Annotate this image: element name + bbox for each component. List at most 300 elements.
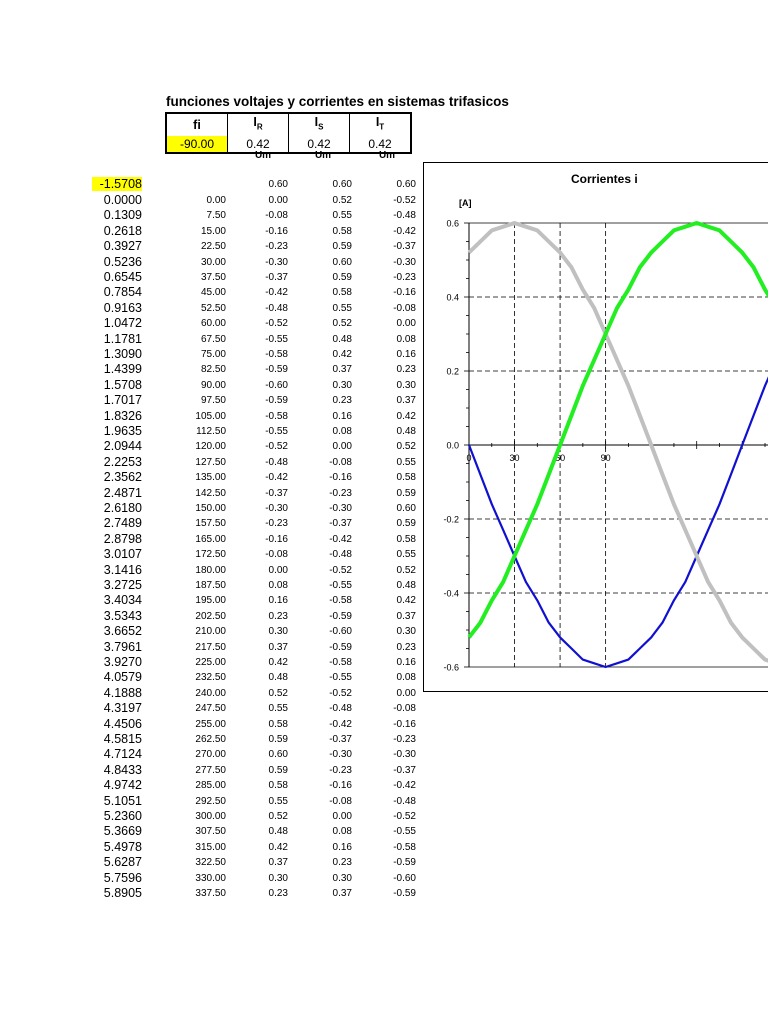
it-cell[interactable]: 0.48 <box>396 580 416 591</box>
angle-deg-cell[interactable]: 217.50 <box>195 641 226 653</box>
angle-deg-cell[interactable]: 7.50 <box>206 210 226 222</box>
table-row <box>0 439 420 454</box>
it-cell[interactable]: 0.30 <box>396 379 416 391</box>
is-cell[interactable]: -0.30 <box>329 503 352 514</box>
it-cell[interactable]: 0.16 <box>396 657 416 668</box>
ir-cell[interactable]: -0.59 <box>265 364 288 376</box>
angle-rad-cell[interactable]: 3.7961 <box>103 639 142 654</box>
it-cell[interactable]: -0.37 <box>393 764 416 776</box>
angle-rad-cell[interactable]: 0.1309 <box>103 208 142 223</box>
table-row <box>0 239 420 254</box>
ir-cell[interactable]: 0.16 <box>268 595 288 607</box>
y-axis-label: [A] <box>459 198 472 208</box>
is-cell[interactable]: 0.23 <box>332 395 352 407</box>
it-cell[interactable]: -0.52 <box>393 195 416 206</box>
angle-deg-cell[interactable]: 172.50 <box>195 549 226 561</box>
angle-rad-cell[interactable]: 3.9270 <box>103 655 142 669</box>
is-value-cell[interactable]: 0.42 <box>289 136 350 153</box>
angle-rad-cell[interactable]: 5.3669 <box>103 824 142 839</box>
table-row <box>0 686 420 701</box>
y-tick-label: 0.4 <box>446 292 459 303</box>
ir-cell[interactable]: -0.58 <box>265 410 288 422</box>
angle-deg-cell[interactable]: 90.00 <box>200 379 226 391</box>
it-cell[interactable]: 0.08 <box>396 672 416 684</box>
ir-cell[interactable]: 0.42 <box>268 657 288 668</box>
parameters-header-row <box>166 113 411 136</box>
header-ir <box>228 113 289 136</box>
x-tick-label: 30 <box>509 453 520 463</box>
angle-rad-cell[interactable]: 1.0472 <box>103 316 142 331</box>
angle-rad-cell[interactable]: 5.6287 <box>103 855 142 870</box>
angle-rad-cell[interactable]: 0.6545 <box>103 270 142 284</box>
amplitude-row <box>0 177 420 192</box>
it-cell[interactable]: -0.08 <box>393 302 416 314</box>
ir-cell[interactable]: -0.59 <box>265 395 288 407</box>
it-cell[interactable]: 0.23 <box>396 641 416 653</box>
is-cell[interactable]: -0.08 <box>329 795 352 807</box>
angle-rad-cell[interactable]: 3.4034 <box>103 593 142 608</box>
is-cell[interactable]: 0.00 <box>332 441 352 453</box>
ir-cell[interactable]: -0.30 <box>265 503 288 514</box>
it-cell[interactable]: -0.08 <box>393 703 416 715</box>
it-cell[interactable]: -0.48 <box>393 795 416 807</box>
it-cell[interactable]: -0.42 <box>393 225 416 237</box>
it-cell[interactable]: 0.37 <box>396 610 416 622</box>
angle-deg-cell[interactable]: 112.50 <box>196 426 226 437</box>
unit-label-ir: Um <box>254 150 272 161</box>
is-cell[interactable]: -0.55 <box>329 672 352 684</box>
ir-cell[interactable]: 0.23 <box>268 610 288 622</box>
is-cell[interactable]: 0.08 <box>332 426 352 437</box>
angle-deg-cell[interactable]: 30.00 <box>200 256 226 268</box>
angle-deg-cell[interactable]: 97.50 <box>200 395 226 407</box>
it-cell[interactable]: -0.30 <box>393 256 416 268</box>
header-is-sub: S <box>318 122 324 132</box>
it-cell[interactable]: 0.59 <box>396 518 416 530</box>
angle-deg-cell[interactable]: 270.00 <box>195 749 226 761</box>
table-row <box>0 747 420 762</box>
it-cell[interactable]: 0.60 <box>396 503 416 514</box>
ir-cell[interactable]: 0.58 <box>268 780 288 792</box>
angle-rad-cell[interactable]: 2.2253 <box>103 454 142 469</box>
angle-deg-cell[interactable]: 52.50 <box>200 302 226 314</box>
angle-rad-cell[interactable]: 5.7596 <box>103 870 142 885</box>
header-it <box>350 113 412 136</box>
table-row <box>0 224 420 239</box>
ir-cell[interactable]: 0.00 <box>268 195 288 206</box>
angle-deg-cell[interactable]: 187.50 <box>195 580 226 591</box>
angle-rad-cell[interactable]: 2.6180 <box>103 501 142 515</box>
header-it-sub: T <box>379 122 385 132</box>
is-cell[interactable]: 0.08 <box>332 826 352 838</box>
angle-rad-cell[interactable]: 4.7124 <box>103 747 142 762</box>
angle-deg-cell[interactable]: 307.50 <box>195 826 226 838</box>
it-cell[interactable]: 0.52 <box>396 441 416 453</box>
table-row <box>0 424 420 439</box>
it-cell[interactable]: 0.52 <box>396 564 416 576</box>
is-cell[interactable]: 0.37 <box>332 364 352 376</box>
table-row <box>0 840 420 855</box>
is-cell[interactable]: 0.16 <box>332 410 352 422</box>
it-cell[interactable]: -0.58 <box>393 841 416 853</box>
header-is <box>289 113 350 136</box>
ir-cell[interactable]: -0.08 <box>265 549 288 561</box>
table-row <box>0 794 420 809</box>
angle-rad-cell[interactable]: 3.5343 <box>103 608 142 623</box>
is-cell[interactable]: -0.23 <box>329 487 352 499</box>
angle-rad-cell[interactable]: 1.3090 <box>103 347 142 361</box>
ir-cell[interactable]: -0.42 <box>265 472 288 484</box>
is-cell[interactable]: 0.59 <box>332 272 352 283</box>
angle-rad-cell[interactable]: 0.3927 <box>103 239 142 254</box>
angle-rad-cell[interactable]: 1.7017 <box>103 393 142 408</box>
table-row <box>0 655 420 670</box>
is-cell[interactable]: -0.52 <box>329 564 352 576</box>
angle-deg-cell[interactable]: 277.50 <box>195 764 226 776</box>
it-cell[interactable]: 0.48 <box>396 426 416 437</box>
angle-deg-cell[interactable]: 292.50 <box>195 795 226 807</box>
angle-deg-cell[interactable]: 0.00 <box>206 195 226 206</box>
angle-rad-cell[interactable]: 1.8326 <box>103 408 142 423</box>
table-row <box>0 763 420 778</box>
angle-deg-cell[interactable]: 247.50 <box>195 703 226 715</box>
is-cell[interactable]: -0.55 <box>329 580 352 591</box>
table-row <box>0 486 420 501</box>
is-cell[interactable]: -0.23 <box>329 764 352 776</box>
angle-rad-cell[interactable]: 3.1416 <box>103 562 142 577</box>
angle-deg-cell[interactable]: 15.00 <box>200 225 226 237</box>
angle-rad-cell[interactable]: 4.3197 <box>103 701 142 716</box>
is-cell[interactable]: 0.58 <box>332 225 352 237</box>
ir-cell[interactable]: 0.48 <box>268 826 288 838</box>
it-cell[interactable]: -0.60 <box>393 872 416 884</box>
angle-deg-cell[interactable]: 37.50 <box>200 272 226 283</box>
angle-rad-cell[interactable]: 5.8905 <box>103 886 142 900</box>
angle-deg-cell[interactable]: 195.00 <box>195 595 226 607</box>
angle-rad-cell[interactable]: 2.4871 <box>103 485 142 500</box>
is-cell[interactable]: -0.59 <box>329 641 352 653</box>
ir-cell[interactable]: 0.37 <box>268 857 288 869</box>
table-row <box>0 362 420 377</box>
ir-cell[interactable]: 0.37 <box>268 641 288 653</box>
angle-rad-cell[interactable]: 5.4978 <box>103 839 142 854</box>
angle-rad-cell[interactable]: 4.4506 <box>103 716 142 731</box>
unit-label-it: Um <box>378 150 396 161</box>
ir-cell[interactable]: 0.59 <box>268 734 288 745</box>
it-cell[interactable]: -0.23 <box>393 272 416 283</box>
ir-cell[interactable]: 0.30 <box>268 872 288 884</box>
ir-cell[interactable]: -0.52 <box>265 441 288 453</box>
currents-chart <box>424 163 768 691</box>
angle-deg-cell[interactable]: 60.00 <box>200 318 226 330</box>
amplitude-s[interactable]: 0.60 <box>332 179 352 190</box>
angle-rad-cell[interactable]: 3.2725 <box>103 578 142 592</box>
is-cell[interactable]: -0.60 <box>329 626 352 638</box>
angle-deg-cell[interactable]: 165.00 <box>195 533 226 545</box>
ir-cell[interactable]: 0.30 <box>268 626 288 638</box>
it-cell[interactable]: -0.37 <box>393 241 416 253</box>
x-tick-label: 60 <box>555 453 566 463</box>
angle-deg-cell[interactable]: 262.50 <box>195 734 226 745</box>
table-row <box>0 670 420 685</box>
is-cell[interactable]: 0.58 <box>332 287 352 299</box>
ir-cell[interactable]: 0.52 <box>268 811 288 822</box>
table-row <box>0 316 420 331</box>
ir-cell[interactable]: -0.37 <box>265 272 288 283</box>
angle-rad-cell[interactable]: 5.2360 <box>103 809 142 823</box>
angle-deg-cell[interactable]: 180.00 <box>195 564 226 576</box>
ir-cell[interactable]: 0.00 <box>268 564 288 576</box>
table-row <box>0 855 420 870</box>
angle-rad-cell[interactable]: 0.9163 <box>103 300 142 315</box>
is-cell[interactable]: 0.30 <box>332 872 352 884</box>
ir-cell[interactable]: 0.23 <box>268 888 288 899</box>
angle-rad-cell[interactable]: 5.1051 <box>103 793 142 808</box>
table-row <box>0 701 420 716</box>
is-cell[interactable]: 0.42 <box>332 349 352 360</box>
is-cell[interactable]: 0.60 <box>332 256 352 268</box>
table-row <box>0 732 420 747</box>
it-cell[interactable]: 0.42 <box>396 595 416 607</box>
it-cell[interactable]: -0.48 <box>393 210 416 222</box>
table-row <box>0 285 420 300</box>
table-row <box>0 886 420 901</box>
table-row <box>0 717 420 732</box>
table-row <box>0 255 420 270</box>
it-cell[interactable]: -0.59 <box>393 857 416 869</box>
is-cell[interactable]: 0.48 <box>332 333 352 345</box>
angle-deg-cell[interactable]: 45.00 <box>200 287 226 299</box>
angle-deg-cell[interactable]: 157.50 <box>195 518 226 530</box>
ir-cell[interactable]: -0.23 <box>265 241 288 253</box>
is-cell[interactable]: 0.37 <box>332 888 352 899</box>
angle-rad-cell[interactable]: 4.8433 <box>103 762 142 777</box>
ir-cell[interactable]: -0.16 <box>265 533 288 545</box>
ir-cell[interactable]: -0.16 <box>265 225 288 237</box>
it-cell[interactable]: -0.16 <box>393 718 416 730</box>
table-row <box>0 547 420 562</box>
it-cell[interactable]: -0.30 <box>393 749 416 761</box>
ir-cell[interactable]: 0.58 <box>268 718 288 730</box>
angle-deg-cell[interactable]: 232.50 <box>195 672 226 684</box>
it-cell[interactable]: 0.58 <box>396 533 416 545</box>
table-row <box>0 208 420 223</box>
angle-deg-cell[interactable]: 255.00 <box>195 718 226 730</box>
ir-cell[interactable]: -0.37 <box>265 487 288 499</box>
table-row <box>0 640 420 655</box>
ir-cell[interactable]: -0.48 <box>265 456 288 468</box>
angle-deg-cell[interactable]: 202.50 <box>195 610 226 622</box>
angle-deg-cell[interactable]: 82.50 <box>200 364 226 376</box>
angle-deg-cell[interactable]: 105.00 <box>195 410 226 422</box>
angle-deg-cell[interactable]: 150.00 <box>195 503 226 514</box>
chart-frame <box>423 162 768 692</box>
table-row <box>0 778 420 793</box>
header-it-label: I <box>375 115 380 129</box>
page-title: funciones voltajes y corrientes en sistemas trifasicos <box>166 94 509 109</box>
angle-deg-cell[interactable]: 285.00 <box>195 780 226 792</box>
ir-cell[interactable]: -0.48 <box>265 302 288 314</box>
table-row <box>0 393 420 408</box>
it-cell[interactable]: 0.59 <box>396 487 416 499</box>
is-cell[interactable]: -0.59 <box>329 610 352 622</box>
unit-label-is: Um <box>314 150 332 161</box>
table-row <box>0 455 420 470</box>
angle-deg-cell[interactable]: 127.50 <box>195 456 226 468</box>
angle-rad-cell[interactable]: 1.5708 <box>103 377 142 392</box>
ir-cell[interactable]: 0.52 <box>268 687 288 699</box>
angle-rad-cell[interactable]: 1.9635 <box>103 424 142 438</box>
x-tick-label: 0 <box>466 453 472 463</box>
angle-rad-cell[interactable]: 2.7489 <box>103 516 142 531</box>
table-row <box>0 270 420 285</box>
is-cell[interactable]: -0.48 <box>329 703 352 715</box>
angle-rad-cell[interactable]: 2.0944 <box>103 439 142 454</box>
angle-deg-cell[interactable]: 67.50 <box>200 333 226 345</box>
angle-rad-cell[interactable]: 3.0107 <box>103 547 142 562</box>
it-cell[interactable]: -0.16 <box>393 287 416 299</box>
is-cell[interactable]: 0.23 <box>332 857 352 869</box>
it-cell[interactable]: 0.58 <box>396 472 416 484</box>
ir-cell[interactable]: -0.55 <box>265 333 288 345</box>
it-cell[interactable]: 0.16 <box>396 349 416 360</box>
ir-cell[interactable]: -0.55 <box>265 426 288 437</box>
fi-value-cell[interactable]: -90.00 <box>166 136 228 153</box>
it-cell[interactable]: -0.23 <box>393 734 416 745</box>
angle-deg-cell[interactable]: 135.00 <box>195 472 226 484</box>
ir-cell[interactable]: -0.52 <box>265 318 288 330</box>
it-cell[interactable]: -0.52 <box>393 811 416 822</box>
is-cell[interactable]: -0.48 <box>329 549 352 561</box>
table-row <box>0 347 420 362</box>
angle-rad-start[interactable]: -1.5708 <box>92 177 142 191</box>
is-cell[interactable]: 0.55 <box>332 210 352 222</box>
header-is-label: I <box>314 115 319 129</box>
is-cell[interactable]: -0.08 <box>329 456 352 468</box>
is-cell[interactable]: -0.16 <box>329 472 352 484</box>
is-cell[interactable]: -0.58 <box>329 657 352 668</box>
ir-cell[interactable]: -0.30 <box>265 256 288 268</box>
angle-rad-cell[interactable]: 2.8798 <box>103 531 142 546</box>
ir-cell[interactable]: 0.55 <box>268 703 288 715</box>
is-cell[interactable]: 0.52 <box>332 195 352 206</box>
angle-deg-cell[interactable]: 22.50 <box>200 241 226 253</box>
is-cell[interactable]: 0.00 <box>332 811 352 822</box>
angle-deg-cell[interactable]: 330.00 <box>195 872 226 884</box>
it-cell[interactable]: 0.00 <box>396 687 416 699</box>
angle-deg-cell[interactable]: 322.50 <box>195 857 226 869</box>
angle-rad-cell[interactable]: 1.4399 <box>103 362 142 377</box>
is-cell[interactable]: 0.52 <box>332 318 352 330</box>
angle-rad-cell[interactable]: 3.6652 <box>103 624 142 639</box>
is-cell[interactable]: 0.55 <box>332 302 352 314</box>
angle-deg-cell[interactable]: 240.00 <box>195 687 226 699</box>
it-cell[interactable]: -0.59 <box>393 888 416 899</box>
angle-rad-cell[interactable]: 4.5815 <box>103 732 142 746</box>
it-cell[interactable]: 0.55 <box>396 456 416 468</box>
is-cell[interactable]: 0.59 <box>332 241 352 253</box>
it-cell[interactable]: 0.55 <box>396 549 416 561</box>
table-row <box>0 532 420 547</box>
it-cell[interactable]: -0.42 <box>393 780 416 792</box>
angle-rad-cell[interactable]: 0.5236 <box>103 254 142 269</box>
it-cell[interactable]: 0.23 <box>396 364 416 376</box>
it-cell[interactable]: 0.37 <box>396 395 416 407</box>
angle-rad-cell[interactable]: 2.3562 <box>103 470 142 485</box>
x-tick-label: 90 <box>600 453 611 463</box>
table-row <box>0 409 420 424</box>
it-cell[interactable]: -0.55 <box>393 826 416 838</box>
ir-cell[interactable]: 0.59 <box>268 764 288 776</box>
table-row <box>0 593 420 608</box>
ir-cell[interactable]: -0.23 <box>265 518 288 530</box>
is-cell[interactable]: -0.16 <box>329 780 352 792</box>
angle-rad-cell[interactable]: 4.0579 <box>103 670 142 685</box>
ir-cell[interactable]: -0.60 <box>265 379 288 391</box>
y-tick-label: -0.2 <box>443 514 459 525</box>
ir-cell[interactable]: 0.08 <box>268 580 288 591</box>
ir-cell[interactable]: 0.42 <box>268 841 288 853</box>
it-value-cell[interactable]: 0.42 <box>350 136 412 153</box>
angle-rad-cell[interactable]: 4.9742 <box>103 778 142 793</box>
ir-value-cell[interactable]: 0.42 <box>228 136 289 153</box>
it-cell[interactable]: 0.42 <box>396 410 416 422</box>
table-row <box>0 871 420 886</box>
angle-deg-cell[interactable]: 75.00 <box>200 349 226 360</box>
it-cell[interactable]: 0.00 <box>396 318 416 330</box>
table-row <box>0 609 420 624</box>
angle-deg-cell[interactable]: 210.00 <box>195 626 226 638</box>
table-row <box>0 378 420 393</box>
angle-rad-cell[interactable]: 0.0000 <box>103 193 142 207</box>
angle-rad-cell[interactable]: 0.7854 <box>103 285 142 300</box>
table-row <box>0 516 420 531</box>
is-cell[interactable]: -0.30 <box>329 749 352 761</box>
ir-cell[interactable]: -0.42 <box>265 287 288 299</box>
angle-deg-cell[interactable]: 315.00 <box>195 841 226 853</box>
amplitude-t[interactable]: 0.60 <box>396 179 416 190</box>
ir-cell[interactable]: 0.55 <box>268 795 288 807</box>
ir-cell[interactable]: -0.58 <box>265 349 288 360</box>
ir-cell[interactable]: 0.60 <box>268 749 288 761</box>
angle-deg-cell[interactable]: 120.00 <box>195 441 226 453</box>
angle-rad-cell[interactable]: 4.1888 <box>103 685 142 700</box>
angle-deg-cell[interactable]: 225.00 <box>195 657 226 668</box>
angle-deg-cell[interactable]: 300.00 <box>195 811 226 822</box>
is-cell[interactable]: -0.42 <box>329 718 352 730</box>
is-cell[interactable]: 0.16 <box>332 841 352 853</box>
is-cell[interactable]: -0.42 <box>329 533 352 545</box>
is-cell[interactable]: 0.30 <box>332 379 352 391</box>
y-tick-label: 0.6 <box>446 218 459 229</box>
ir-cell[interactable]: 0.48 <box>268 672 288 684</box>
it-cell[interactable]: 0.30 <box>396 626 416 638</box>
angle-deg-cell[interactable]: 142.50 <box>195 487 226 499</box>
table-row <box>0 332 420 347</box>
angle-rad-cell[interactable]: 0.2618 <box>103 223 142 238</box>
header-ir-sub: R <box>256 122 263 132</box>
ir-cell[interactable]: -0.08 <box>265 210 288 222</box>
angle-deg-cell[interactable]: 337.50 <box>195 888 226 899</box>
is-cell[interactable]: -0.52 <box>329 687 352 699</box>
it-cell[interactable]: 0.08 <box>396 333 416 345</box>
is-cell[interactable]: -0.37 <box>329 734 352 745</box>
header-fi-label: fi <box>193 117 201 132</box>
is-cell[interactable]: -0.37 <box>329 518 352 530</box>
amplitude-r[interactable]: 0.60 <box>268 179 288 190</box>
angle-rad-cell[interactable]: 1.1781 <box>103 331 142 346</box>
is-cell[interactable]: -0.58 <box>329 595 352 607</box>
